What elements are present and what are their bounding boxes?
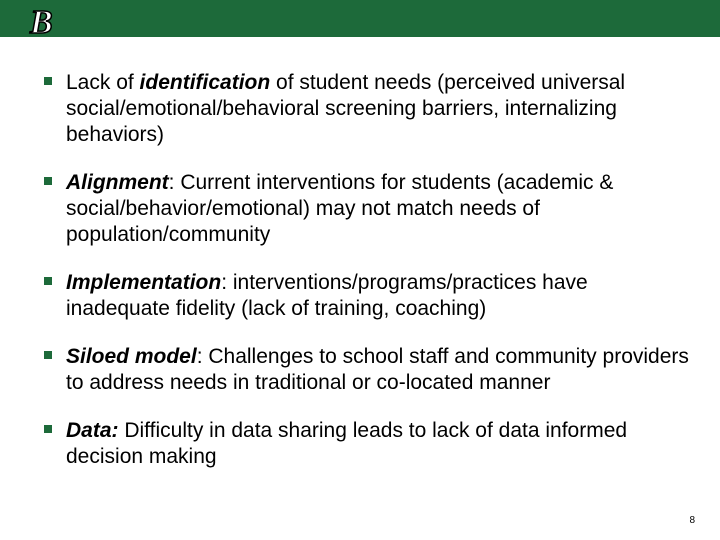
header-bar [0, 0, 720, 37]
bullet-square-icon [44, 277, 52, 285]
bullet-identification [44, 70, 694, 148]
bullet-emphasis: Alignment [66, 171, 169, 194]
bullet-alignment [44, 170, 694, 248]
page-number: 8 [689, 515, 695, 526]
bullet-implementation [44, 270, 694, 322]
bullet-data [44, 418, 694, 470]
bullet-siloed-model [44, 344, 694, 396]
bullet-text: of student needs (perceived universal social/emotional/behavioral screening barriers, internalizing behaviors) [66, 71, 626, 146]
bullet-text: : Current interventions for students (academic & social/behavior/emotional) may not match needs of population/community [66, 171, 614, 246]
bullet-square-icon [44, 425, 52, 433]
bullet-text: Difficulty in data sharing leads to lack of data informed decision making [66, 419, 628, 468]
bullet-square-icon [44, 177, 52, 185]
logo-b-icon [26, 3, 70, 37]
bullet-list [44, 70, 694, 492]
svg-text:B: B [30, 4, 53, 37]
bullet-square-icon [44, 77, 52, 85]
bullet-emphasis: Siloed model [66, 345, 197, 368]
bullet-text: : Challenges to school staff and community providers to address needs in traditional or co-located manner [66, 345, 689, 394]
bullet-emphasis: Implementation [66, 271, 222, 294]
bullet-lead: Lack of [66, 71, 140, 94]
bullet-emphasis: Data: [66, 419, 119, 442]
bullet-square-icon [44, 351, 52, 359]
bullet-text: : interventions/programs/practices have inadequate fidelity (lack of training, coaching) [66, 271, 588, 320]
bullet-emphasis: identification [139, 71, 271, 94]
